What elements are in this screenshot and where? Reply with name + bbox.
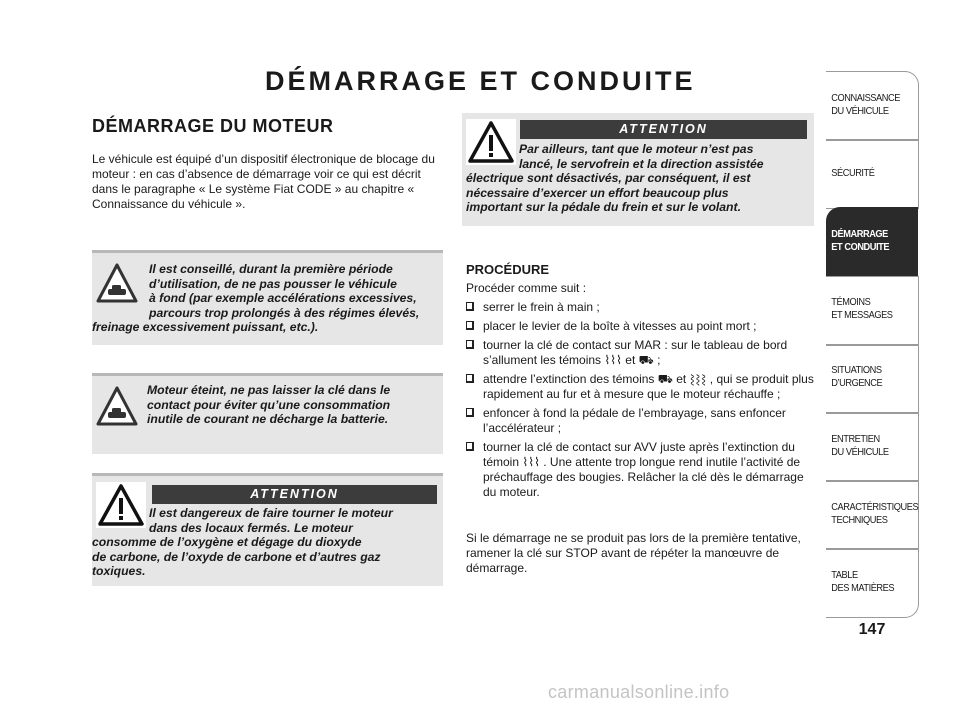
watermark: carmanualsonline.info xyxy=(548,682,730,702)
attention-box-closed-rooms xyxy=(92,473,443,586)
procedure-outro: Si le démarrage ne se produit pas lors de la première tentative, ramener la clé sur STOP avant de répéter la manœuvre de démarrage. xyxy=(466,531,801,575)
checkbox-bullet-icon xyxy=(466,340,474,349)
intro-paragraph: Le véhicule est équipé d’un dispositif électronique de blocage du moteur : en cas d’absence de démarrage voir ce qui est décrit dans le paragraphe « Le système Fiat CODE » au chapitre « Connaissance du véhicule ». xyxy=(92,152,435,211)
warning-line: lancé, le servofrein et la direction assistée xyxy=(519,156,764,171)
advice-line: contact pour éviter qu’une consommation xyxy=(147,397,391,412)
tab-securite[interactable]: SÉCURITÉ xyxy=(831,167,875,179)
attention-label: ATTENTION xyxy=(520,120,807,139)
checkbox-bullet-icon xyxy=(466,321,474,330)
tab-temoins[interactable]: TÉMOINS ET MESSAGES xyxy=(831,296,893,321)
checkbox-bullet-icon xyxy=(466,302,474,311)
warning-line: nécessaire d’exercer un effort beaucoup plus xyxy=(466,185,729,200)
advice-line: à fond (par exemple accélérations excessives, xyxy=(149,291,417,305)
car-warning-icon xyxy=(94,261,140,307)
advice-line: Il est conseillé, durant la première période xyxy=(149,262,393,276)
warning-line: Par ailleurs, tant que le moteur n’est pas xyxy=(519,142,754,156)
warning-line: de carbone, de l’oxyde de carbone et d’autres gaz xyxy=(92,549,381,564)
page-title: DÉMARRAGE ET CONDUITE xyxy=(265,66,696,96)
tab-entretien[interactable]: ENTRETIEN DU VÉHICULE xyxy=(831,433,889,458)
procedure-intro: Procéder comme suit : xyxy=(466,281,587,295)
warning-line: consomme de l’oxygène et dégage du dioxyde xyxy=(92,535,362,549)
warning-line: important sur la pédale du frein et sur le volant. xyxy=(466,200,741,214)
tab-situations[interactable]: SITUATIONS D’URGENCE xyxy=(831,364,883,389)
tab-table[interactable]: TABLE DES MATIÈRES xyxy=(831,569,895,594)
car-warning-icon xyxy=(94,384,140,430)
checkbox-bullet-icon xyxy=(466,374,474,383)
procedure-step: tourner la clé de contact sur MAR : sur le tableau de bord s’allument les témoins ⌇⌇⌇ et ⛟ ; xyxy=(466,338,816,368)
tab-caracteristiques[interactable]: CARACTÉRISTIQUES TECHNIQUES xyxy=(831,501,919,526)
procedure-step: serrer le frein à main ; xyxy=(466,300,816,315)
tab-demarrage[interactable]: DÉMARRAGE ET CONDUITE xyxy=(831,228,890,253)
page-number: 147 xyxy=(858,621,886,638)
attention-box-servo xyxy=(462,113,814,226)
procedure-step: tourner la clé de contact sur AVV juste après l’extinction du témoin ⌇⌇⌇ . Une attente trop longue rend inutile l’activité de préchauffage des bougies. Relâcher la clé dès le démarrage du moteur. xyxy=(466,440,816,500)
advice-line: Moteur éteint, ne pas laisser la clé dans le xyxy=(147,383,391,397)
advice-box-running-in xyxy=(92,250,443,345)
warning-line: dans des locaux fermés. Le moteur xyxy=(149,520,353,535)
advice-line: d’utilisation, de ne pas pousser le véhicule xyxy=(149,276,397,291)
warning-line: Il est dangereux de faire tourner le moteur xyxy=(149,506,393,520)
advice-line: inutile de courant ne décharge la batterie. xyxy=(147,412,389,426)
procedure-step: attendre l’extinction des témoins ⛟ et ⌇⌇⌇ , qui se produit plus rapidement au fur et à mesure que le moteur réchauffe ; xyxy=(466,372,816,402)
attention-label: ATTENTION xyxy=(152,485,437,504)
procedure-step: enfoncer à fond la pédale de l’embrayage, sans enfoncer l’accélérateur ; xyxy=(466,406,816,436)
section-title: DÉMARRAGE DU MOTEUR xyxy=(92,116,334,136)
procedure-step: placer le levier de la boîte à vitesses au point mort ; xyxy=(466,319,816,334)
exclamation-warning-icon xyxy=(96,482,146,528)
advice-line: parcours trop prolongés à des régimes élevés, xyxy=(149,305,420,320)
procedure-steps xyxy=(466,300,816,504)
advice-box-battery xyxy=(92,373,443,454)
procedure-heading: PROCÉDURE xyxy=(466,262,550,277)
checkbox-bullet-icon xyxy=(466,442,474,451)
tab-connaissance[interactable]: CONNAISSANCE DU VÉHICULE xyxy=(831,92,900,117)
checkbox-bullet-icon xyxy=(466,408,474,417)
advice-line: freinage excessivement puissant, etc.). xyxy=(92,320,319,334)
exclamation-warning-icon xyxy=(466,119,516,165)
warning-line: électrique sont désactivés, par conséquent, il est xyxy=(466,171,751,185)
warning-line: toxiques. xyxy=(92,564,146,578)
